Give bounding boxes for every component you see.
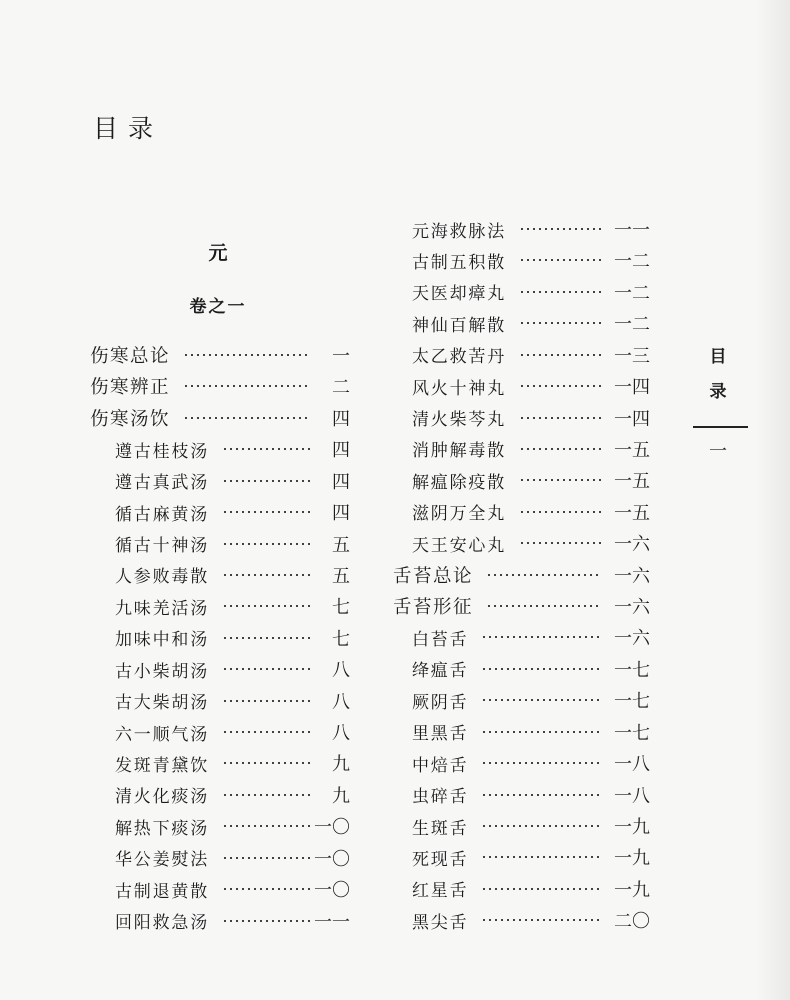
entry-page-number: 一七 (614, 691, 650, 713)
toc-entry (90, 748, 350, 779)
dot-leader (481, 824, 602, 828)
running-head-page-number: 一 (709, 441, 727, 462)
dot-leader (222, 604, 310, 608)
entry-title: 清火化痰汤 (115, 787, 209, 808)
entry-title: 天医却瘴丸 (412, 284, 506, 305)
toc-entry (393, 559, 650, 590)
dot-leader (481, 793, 602, 797)
entry-title: 伤寒辨正 (90, 377, 171, 399)
entry-page-number: 一五 (614, 471, 650, 493)
toc-entry (90, 716, 350, 747)
entry-page-number: 一四 (614, 408, 650, 430)
entry-title: 白苔舌 (412, 629, 469, 650)
toc-entry (393, 276, 650, 307)
entry-title: 生斑舌 (412, 818, 469, 839)
entry-title: 回阳救急汤 (115, 913, 209, 934)
toc-entry (90, 434, 350, 465)
entry-title: 死现舌 (412, 849, 469, 870)
toc-entry (90, 622, 350, 653)
entry-page-number: 二 (332, 377, 350, 399)
entry-title: 舌苔总论 (393, 565, 474, 587)
dot-leader (519, 478, 602, 482)
right-toc-column (393, 213, 650, 936)
dot-leader (222, 667, 310, 671)
toc-entry (393, 433, 650, 464)
left-toc-column (90, 339, 350, 936)
dot-leader (519, 290, 602, 294)
entry-page-number: 一六 (614, 628, 650, 650)
running-head-rule (693, 426, 748, 428)
entry-title: 红星舌 (412, 881, 469, 902)
toc-entry (90, 842, 350, 873)
toc-entry (393, 716, 650, 747)
dot-leader (481, 635, 602, 639)
volume-heading: 元 (208, 242, 228, 264)
entry-page-number: 一〇 (314, 848, 350, 870)
entry-title: 天王安心丸 (412, 535, 506, 556)
dot-leader (222, 699, 310, 703)
dot-leader (222, 761, 310, 765)
entry-page-number: 一 (332, 346, 350, 367)
dot-leader (481, 667, 602, 671)
entry-page-number: 八 (332, 723, 350, 745)
dot-leader (519, 227, 602, 231)
entry-page-number: 一六 (614, 534, 650, 556)
entry-page-number: 八 (332, 660, 350, 682)
toc-entry (90, 528, 350, 559)
toc-entry (90, 402, 350, 433)
entry-page-number: 四 (332, 503, 350, 525)
entry-page-number: 五 (332, 565, 350, 587)
page-edge-shadow (756, 0, 790, 1000)
dot-leader (222, 636, 310, 640)
entry-title: 消肿解毒散 (412, 441, 506, 462)
running-head (706, 340, 730, 410)
dot-leader (486, 604, 602, 608)
dot-leader (481, 918, 602, 922)
toc-entry (393, 496, 650, 527)
dot-leader (481, 761, 602, 765)
dot-leader (481, 887, 602, 891)
entry-title: 循古麻黄汤 (115, 504, 209, 525)
dot-leader (519, 541, 602, 545)
entry-page-number: 一六 (614, 565, 650, 587)
entry-page-number: 二〇 (614, 911, 650, 933)
entry-title: 元海救脉法 (412, 221, 506, 242)
running-head-char: 目 (709, 346, 727, 367)
dot-leader (222, 793, 310, 797)
entry-title: 中焙舌 (412, 755, 469, 776)
dot-leader (519, 258, 602, 262)
entry-page-number: 一〇 (314, 880, 350, 902)
dot-leader (183, 416, 310, 420)
entry-title: 绛瘟舌 (412, 661, 469, 682)
entry-page-number: 一一 (314, 911, 350, 933)
entry-page-number: 四 (332, 440, 350, 462)
toc-entry (393, 622, 650, 653)
toc-entry (393, 905, 650, 936)
entry-title: 加味中和汤 (115, 630, 209, 651)
toc-entry (90, 496, 350, 527)
running-head-char: 录 (709, 381, 727, 402)
entry-title: 伤寒总论 (90, 346, 171, 367)
entry-title: 里黑舌 (412, 724, 469, 745)
dot-leader (222, 510, 310, 514)
toc-entry (393, 465, 650, 496)
page-title: 目录 (93, 114, 164, 143)
dot-leader (222, 919, 310, 923)
toc-entry (393, 842, 650, 873)
toc-entry (393, 590, 650, 621)
entry-page-number: 一三 (614, 345, 650, 367)
entry-page-number: 一八 (614, 785, 650, 807)
entry-title: 太乙救苦丹 (412, 347, 506, 368)
dot-leader (519, 353, 602, 357)
entry-page-number: 一六 (614, 597, 650, 619)
dot-leader (519, 416, 602, 420)
dot-leader (519, 321, 602, 325)
dot-leader (222, 887, 310, 891)
dot-leader (222, 479, 310, 483)
toc-entry (393, 402, 650, 433)
dot-leader (222, 856, 310, 860)
entry-title: 华公姜熨法 (115, 850, 209, 871)
entry-title: 九味羌活汤 (115, 598, 209, 619)
entry-title: 神仙百解散 (412, 315, 506, 336)
dot-leader (481, 855, 602, 859)
toc-entry (90, 591, 350, 622)
entry-title: 遵古真武汤 (115, 473, 209, 494)
entry-title: 舌苔形征 (393, 597, 474, 619)
toc-entry (393, 810, 650, 841)
entry-title: 解热下痰汤 (115, 818, 209, 839)
entry-page-number: 一二 (614, 282, 650, 304)
entry-page-number: 一二 (614, 314, 650, 336)
toc-entry (90, 779, 350, 810)
entry-title: 虫碎舌 (412, 787, 469, 808)
entry-page-number: 一八 (614, 754, 650, 776)
toc-entry (393, 653, 650, 684)
toc-entry (90, 339, 350, 370)
dot-leader (183, 353, 310, 357)
toc-entry (90, 654, 350, 685)
entry-title: 滋阴万全丸 (412, 504, 506, 525)
entry-page-number: 一五 (614, 439, 650, 461)
entry-page-number: 一七 (614, 659, 650, 681)
entry-page-number: 四 (332, 408, 350, 430)
entry-page-number: 一四 (614, 377, 650, 399)
entry-page-number: 九 (332, 754, 350, 776)
toc-entry (90, 685, 350, 716)
toc-entry (90, 873, 350, 904)
entry-title: 古制五积散 (412, 252, 506, 273)
entry-title: 六一顺气汤 (115, 724, 209, 745)
entry-title: 风火十神丸 (412, 378, 506, 399)
dot-leader (519, 447, 602, 451)
entry-page-number: 一九 (614, 879, 650, 901)
dot-leader (222, 573, 310, 577)
dot-leader (222, 824, 310, 828)
entry-page-number: 一五 (614, 502, 650, 524)
entry-page-number: 一九 (614, 848, 650, 870)
toc-entry (393, 528, 650, 559)
dot-leader (519, 510, 602, 514)
dot-leader (222, 730, 310, 734)
entry-page-number: 七 (332, 628, 350, 650)
toc-entry (90, 371, 350, 402)
entry-page-number: 一一 (614, 220, 650, 241)
dot-leader (222, 542, 310, 546)
entry-title: 古小柴胡汤 (115, 661, 209, 682)
entry-page-number: 九 (332, 785, 350, 807)
entry-page-number: 一二 (614, 251, 650, 273)
toc-entry (393, 370, 650, 401)
toc-entry (90, 559, 350, 590)
toc-entry (393, 779, 650, 810)
entry-page-number: 八 (332, 691, 350, 713)
entry-page-number: 五 (332, 534, 350, 556)
dot-leader (183, 384, 310, 388)
toc-entry (90, 905, 350, 936)
toc-entry (393, 747, 650, 778)
entry-title: 古大柴胡汤 (115, 693, 209, 714)
dot-leader (481, 730, 602, 734)
toc-entry (393, 873, 650, 904)
entry-title: 循古十神汤 (115, 536, 209, 557)
dot-leader (519, 384, 602, 388)
entry-title: 厥阴舌 (412, 692, 469, 713)
entry-page-number: 四 (332, 471, 350, 493)
dot-leader (481, 698, 602, 702)
toc-entry (90, 465, 350, 496)
entry-title: 人参败毒散 (115, 567, 209, 588)
dot-leader (222, 447, 310, 451)
toc-entry (90, 811, 350, 842)
entry-title: 遵古桂枝汤 (115, 441, 209, 462)
entry-title: 清火柴芩丸 (412, 410, 506, 431)
entry-page-number: 一九 (614, 817, 650, 839)
entry-title: 伤寒汤饮 (90, 408, 171, 430)
entry-title: 黑尖舌 (412, 912, 469, 933)
dot-leader (486, 573, 602, 577)
toc-entry (393, 213, 650, 244)
entry-title: 解瘟除疫散 (412, 472, 506, 493)
chapter-heading: 卷之一 (189, 297, 247, 317)
toc-entry (393, 685, 650, 716)
entry-page-number: 七 (332, 597, 350, 619)
entry-title: 发斑青黛饮 (115, 755, 209, 776)
toc-entry (393, 339, 650, 370)
entry-page-number: 一〇 (314, 817, 350, 839)
entry-page-number: 一七 (614, 722, 650, 744)
toc-entry (393, 245, 650, 276)
entry-title: 古制退黄散 (115, 881, 209, 902)
toc-entry (393, 308, 650, 339)
